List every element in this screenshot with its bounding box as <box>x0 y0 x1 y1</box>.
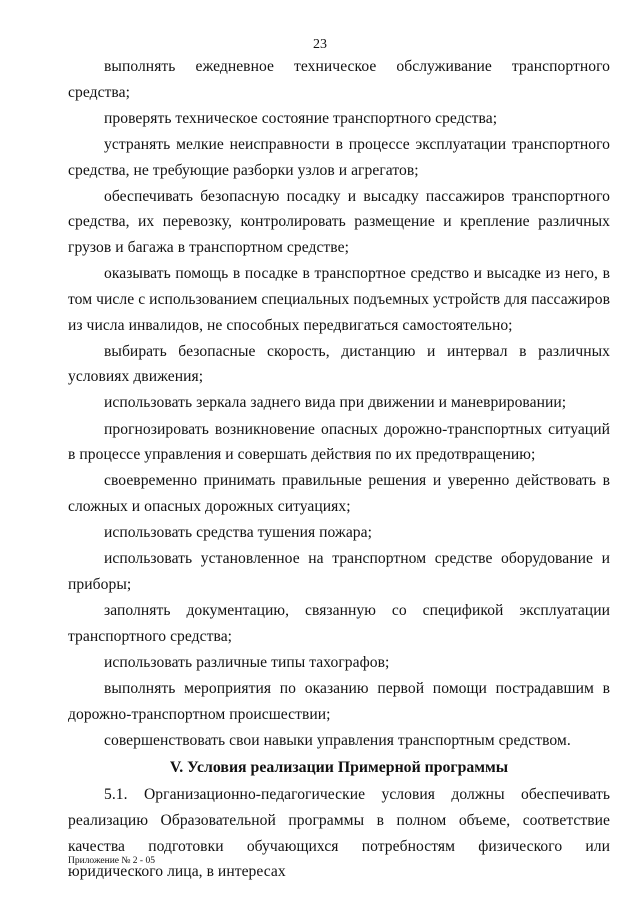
footer-note: Приложение № 2 - 05 <box>68 856 155 866</box>
body-paragraph: проверять техническое состояние транспортного средства; <box>104 109 498 127</box>
document-body <box>68 54 610 885</box>
body-paragraph: оказывать помощь в посадке в транспортное средство и высадке из него, в том числе с использованием специальных подъемных устройств для пассажиров из числа инвалидов, не способных передвигаться самостоятельно; <box>68 265 610 334</box>
body-paragraph: 5.1. Организационно-педагогические условия должны обеспечивать реализацию Образовательной программы в полном объеме, соответствие качества подготовки обучающихся потребностям физического или юридического лица, в интересах <box>68 786 610 881</box>
body-paragraph: использовать зеркала заднего вида при движении и маневрировании; <box>104 394 567 412</box>
body-paragraph: выбирать безопасные скорость, дистанцию и интервал в различных условиях движения; <box>68 342 610 386</box>
body-paragraph: использовать установленное на транспортном средстве оборудование и приборы; <box>68 550 610 593</box>
body-paragraph: использовать различные типы тахографов; <box>104 653 390 671</box>
body-paragraph: прогнозировать возникновение опасных дорожно-транспортных ситуаций в процессе управления и совершать действия по их предотвращению; <box>68 420 610 464</box>
body-paragraph: выполнять мероприятия по оказанию первой помощи пострадавшим в дорожно-транспортном происшествии; <box>68 679 610 723</box>
page-number: 23 <box>313 37 327 52</box>
body-paragraph: своевременно принимать правильные решения и уверенно действовать в сложных и опасных дорожных ситуациях; <box>68 472 610 516</box>
body-paragraph: совершенствовать свои навыки управления транспортным средством. <box>104 731 571 749</box>
body-paragraph: обеспечивать безопасную посадку и высадку пассажиров транспортного средства, их перевозку, контролировать размещение и крепление различных грузов и багажа в транспортном средстве; <box>68 187 610 257</box>
section-heading: V. Условия реализации Примерной программы <box>169 759 509 777</box>
body-paragraph: выполнять ежедневное техническое обслуживание транспортного средства; <box>68 58 610 101</box>
body-paragraph: заполнять документацию, связанную со спецификой эксплуатации транспортного средства; <box>68 602 610 645</box>
body-paragraph: устранять мелкие неисправности в процессе эксплуатации транспортного средства, не требующие разборки узлов и агрегатов; <box>68 135 610 179</box>
body-paragraph: использовать средства тушения пожара; <box>104 524 372 542</box>
